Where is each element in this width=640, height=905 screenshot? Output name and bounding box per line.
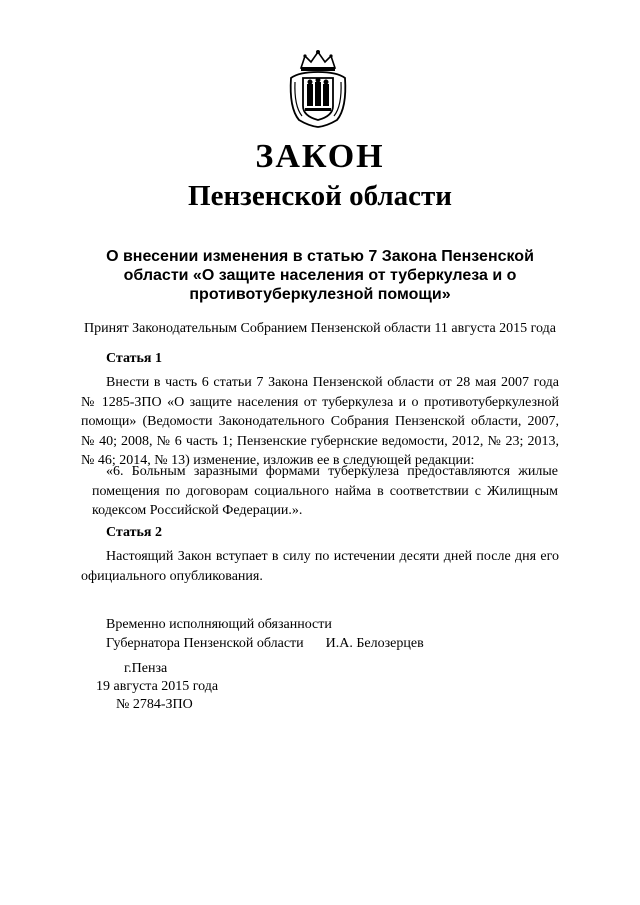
law-title: ЗАКОН xyxy=(255,138,385,175)
signature-position-line-1: Временно исполняющий обязанности xyxy=(106,617,332,632)
article-1-title: Статья 1 xyxy=(106,351,162,366)
law-number: № 2784-ЗПО xyxy=(116,697,193,712)
signing-date: 19 августа 2015 года xyxy=(96,679,219,694)
place-date-block xyxy=(96,660,218,714)
article-2-text: Настоящий Закон вступает в силу по истечении десяти дней после дня его официального опубликования. xyxy=(81,549,559,584)
article-2-title: Статья 2 xyxy=(106,525,162,540)
article-1-text: Внести в часть 6 статьи 7 Закона Пензенской области от 28 мая 2007 года № 1285-ЗПО «О защите населения от туберкулеза и о противотуберкулезной помощи» (Ведомости Законодательного Собрания Пензенской области, 2007, № 40; 2008, № 6 часть 1; Пензенские губернские ведомости, 2012, № 23; 2013, № 46; 2014, № 13) изменение, изложив ее в следующей редакции: xyxy=(81,375,559,469)
city: г.Пенза xyxy=(124,661,168,676)
law-heading: О внесении изменения в статью 7 Закона Пензенской области «О защите населения от туберкулеза и о противотуберкулезной помощи» xyxy=(106,248,534,303)
signature-block xyxy=(106,615,424,653)
article-1-quote: «6. Больным заразными формами туберкулеза предоставляются жилые помещения по договорам социального найма в соответствии с Жилищным кодексом Российской Федерации.». xyxy=(92,464,558,519)
penza-coat-of-arms-icon xyxy=(285,48,351,128)
signature-position-line-2: Губернатора Пензенской области xyxy=(106,636,304,651)
region-title: Пензенской области xyxy=(188,180,452,212)
adoption-line: Принят Законодательным Собранием Пензенской области 11 августа 2015 года xyxy=(84,321,556,336)
signatory-name: И.А. Белозерцев xyxy=(325,636,424,651)
